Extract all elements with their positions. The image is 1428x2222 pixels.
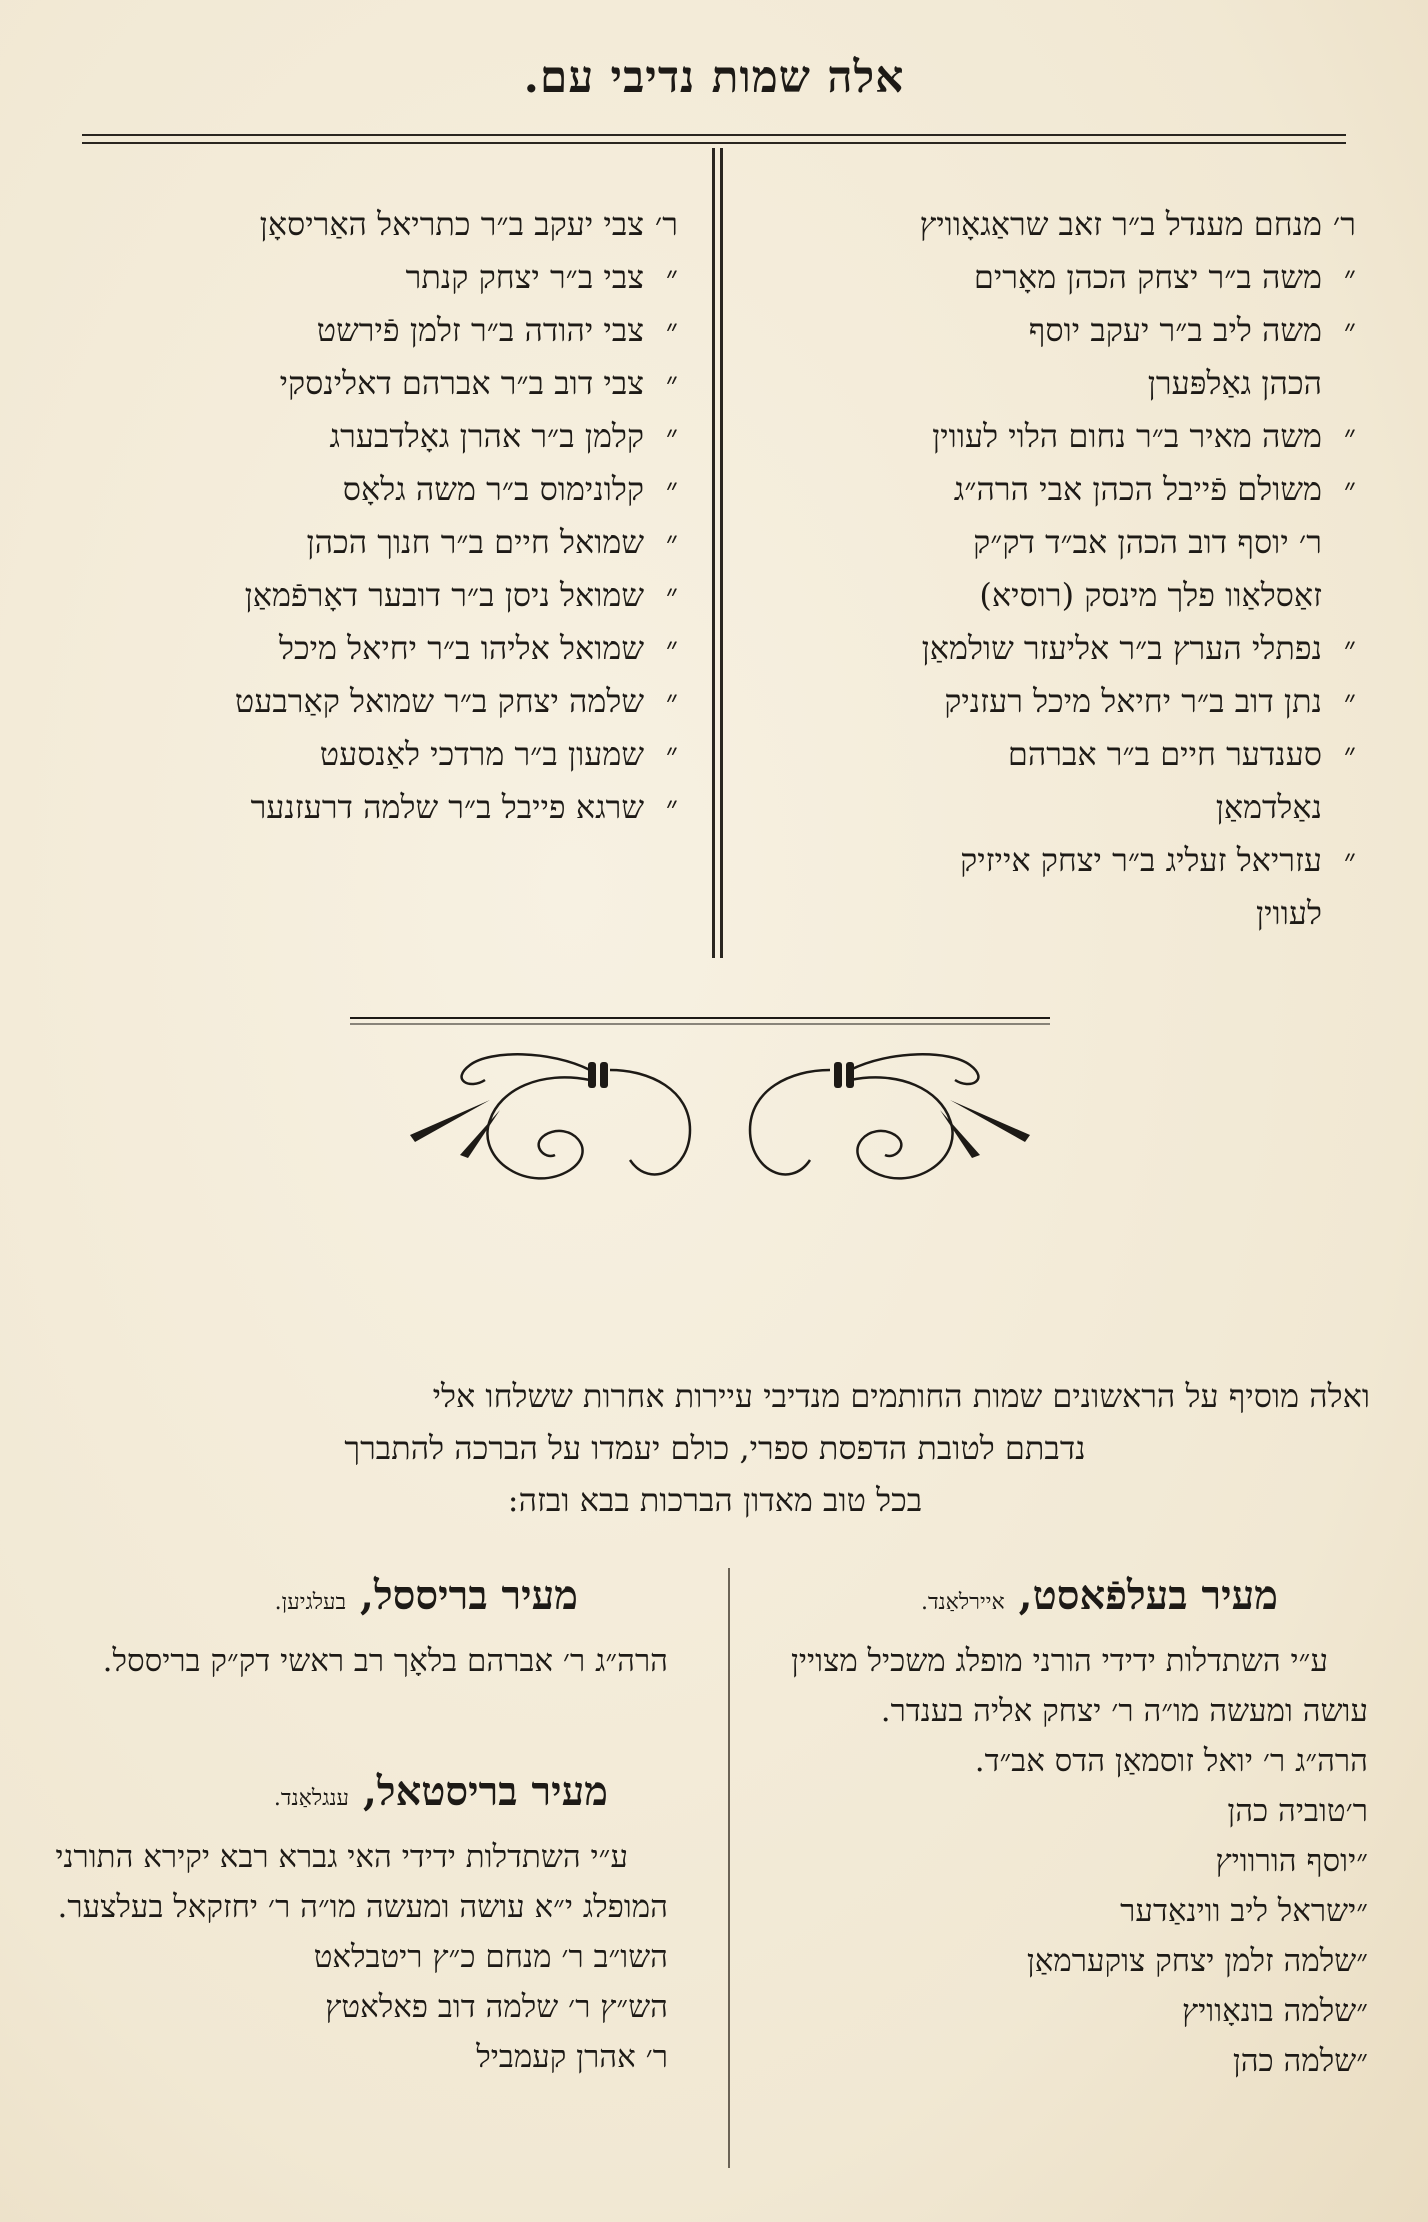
donor-row [756,410,1356,463]
row-text: צבי ב״ר יצחק קנתר [405,258,644,296]
belfast-paragraph: ע״י השתדלות ידידי הורני מופלג משכיל מצויין עושה ומעשה מו״ה ר׳ יצחק אליה בענדר. [790,1643,1368,1729]
row-text: הרה״ג ר׳ יואל זוסמאַן הדס אב״ד. [974,1743,1368,1779]
belfast-row [728,1936,1368,1986]
row-text: עזריאל זעליג ב״ר יצחק אייזיק [960,841,1322,879]
donor-row [38,463,678,516]
row-text: הש״ץ ר׳ שלמה דוב פאלאטץ [325,1989,668,2025]
row-text: נאַלדמאַן [1215,788,1322,826]
row-text: שלמה בונאָוויץ [1182,1993,1357,2029]
brussels-paragraph: הרה״ג ר׳ אברהם בלאָך רב ראשי דק״ק בריססל. [102,1643,668,1679]
column-divider-double [720,148,723,958]
row-text: זאַסלאַוו פלך מינסק (רוסיא) [979,576,1322,614]
row-prefix: ״ [1343,682,1356,720]
row-text: שרגא פייבל ב״ר שלמה דרעזנער [250,788,644,826]
row-prefix: ״ [1343,735,1356,773]
row-prefix: ״ [665,364,678,402]
row-text: מנחם מענדל ב״ר זאב שראַגאָוויץ [919,205,1322,243]
brussels-section [38,1636,668,1686]
belfast-heading-text: מעיר בעלפֿאסט, [1018,1572,1278,1619]
row-prefix: ״ [665,682,678,720]
row-prefix: ״ [665,735,678,773]
row-text: סענדער חיים ב״ר אברהם [1007,735,1322,773]
row-text: נתן דוב ב״ר יחיאל מיכל רעזניק [944,682,1322,720]
row-text: משה מאיר ב״ר נחום הלוי לעווין [932,417,1322,455]
donor-row [756,887,1356,940]
donor-row [756,622,1356,675]
intro-line: בכל טוב מאדון הברכות בבא ובזה: [507,1481,923,1519]
top-rule-double [82,142,1346,144]
donor-row [756,569,1356,622]
belfast-country: איירלאַנד. [920,1590,1005,1615]
bristol-paragraph: ע״י השתדלות ידידי האי גברא רבא יקירא התורני המופלג י״א עושה ומעשה מו״ה ר׳ יחזקאל בעלצער. [55,1839,668,1925]
row-text: צבי יהודה ב״ר זלמן פֿירשט [316,311,644,349]
belfast-row [728,1736,1368,1786]
row-text: נפתלי הערץ ב״ר אליעזר שולמאַן [921,629,1322,667]
intro-line: נדבתם לטובת הדפסת ספרי, כולם יעמדו על הברכה להתברך [344,1429,1086,1467]
belfast-row [728,1886,1368,1936]
page-title: אלה שמות נדיבי עם. [523,52,905,103]
donor-row [38,622,678,675]
row-text: ר׳ אהרן קעמביל [476,2039,668,2075]
row-prefix: ר׳ [654,205,678,243]
row-prefix: ״ [665,311,678,349]
bristol-heading [274,1768,608,1815]
belfast-heading [921,1572,1278,1619]
brussels-heading-text: מעיר בריססל, [360,1572,578,1619]
right-name-column [756,198,1356,940]
donor-row [756,781,1356,834]
donor-row [756,728,1356,781]
row-text: קלמן ב״ר אהרן גאָלדבערג [329,417,644,455]
row-text: ר׳ יוסף דוב הכהן אב״ד דק״ק [973,523,1322,561]
row-prefix: ״ [665,629,678,667]
donor-row [38,569,678,622]
row-text: שמואל חיים ב״ר חנוך הכהן [306,523,644,561]
belfast-row [728,1836,1368,1886]
bristol-row [38,1982,668,2032]
donor-row [38,357,678,410]
donor-row [38,516,678,569]
row-text: לעווין [1256,894,1322,932]
donor-row [756,834,1356,887]
row-text: צבי דוב ב״ר אברהם דאלינסקי [279,364,644,402]
column-divider [712,148,715,958]
row-text: שמואל אליהו ב״ר יחיאל מיכל [279,629,644,667]
donor-row [38,728,678,781]
row-text: צבי יעקב ב״ר כתריאל האַריסאָן [259,205,644,243]
row-prefix: ״ [665,788,678,826]
belfast-row [728,1986,1368,2036]
donor-row [756,463,1356,516]
donor-row [756,304,1356,357]
top-rule [82,134,1346,136]
bristol-list [38,1832,668,2082]
row-prefix: ״ [665,258,678,296]
row-text: קלונימוס ב״ר משה גלאָס [342,470,644,508]
brussels-country: בעלגיען. [274,1590,347,1615]
row-prefix: ״ [1343,629,1356,667]
row-text: משה ב״ר יצחק הכהן מאָרים [973,258,1322,296]
row-text: השו״ב ר׳ מנחם כ״ץ ריטבלאט [313,1939,668,1975]
row-prefix: ״ [1356,1993,1368,2029]
donor-row [38,198,678,251]
donor-row [38,304,678,357]
donor-row [38,251,678,304]
row-prefix: ״ [1343,417,1356,455]
row-text: שלמה יצחק ב״ר שמואל קאַרבעט [234,682,644,720]
row-text: משולם פֿייבל הכהן אבי הרה״ג [953,470,1322,508]
donor-row [756,675,1356,728]
row-prefix: ר׳ [1332,205,1356,243]
intro-paragraph [60,1370,1370,1526]
bristol-heading-text: מעיר בריסטאל, [362,1768,608,1815]
row-prefix: ״ [665,417,678,455]
donor-row [756,516,1356,569]
row-text: שמואל ניסן ב״ר דובער דאָרפֿמאַן [244,576,644,614]
brussels-heading [275,1572,578,1619]
row-text: שלמה זלמן יצחק צוקערמאַן [1026,1943,1357,1979]
row-text: יוסף הורוויץ [1215,1843,1357,1879]
row-prefix: ר׳ [1345,1793,1368,1829]
belfast-row [728,2036,1368,2086]
row-prefix: ״ [1356,2043,1368,2079]
bristol-row [38,1932,668,1982]
intro-line: ואלה מוסיף על הראשונים שמות החותמים מנדיבי עיירות אחרות ששלחו אלי [432,1377,1370,1415]
row-prefix: ״ [665,576,678,614]
donor-row [38,410,678,463]
row-prefix: ״ [1356,1943,1368,1979]
row-prefix: ״ [1356,1893,1368,1929]
row-text: ישראל ליב ווינאַדער [1120,1893,1357,1929]
donor-row [38,675,678,728]
row-text: טוביה כהן [1227,1793,1346,1829]
row-prefix: ״ [1343,311,1356,349]
bristol-country: ענגלאַנד. [273,1786,349,1811]
row-text: הכהן גאַלפּערן [1147,364,1322,402]
donor-row [756,198,1356,251]
donor-row [756,251,1356,304]
decorative-flourish [350,1010,1090,1210]
row-text: שמעון ב״ר מרדכי לאַנסעט [319,735,644,773]
donor-row [756,357,1356,410]
row-prefix: ״ [665,470,678,508]
row-text: שלמה כהן [1232,2043,1357,2079]
row-prefix: ״ [1343,841,1356,879]
donor-row [38,781,678,834]
row-prefix: ״ [1343,258,1356,296]
belfast-row [728,1786,1368,1836]
belfast-list [728,1636,1368,2086]
row-prefix: ״ [1343,470,1356,508]
row-prefix: ״ [665,523,678,561]
left-name-column [38,198,678,834]
row-text: משה ליב ב״ר יעקב יוסף [1028,311,1322,349]
bristol-row [38,2032,668,2082]
row-prefix: ״ [1356,1843,1368,1879]
